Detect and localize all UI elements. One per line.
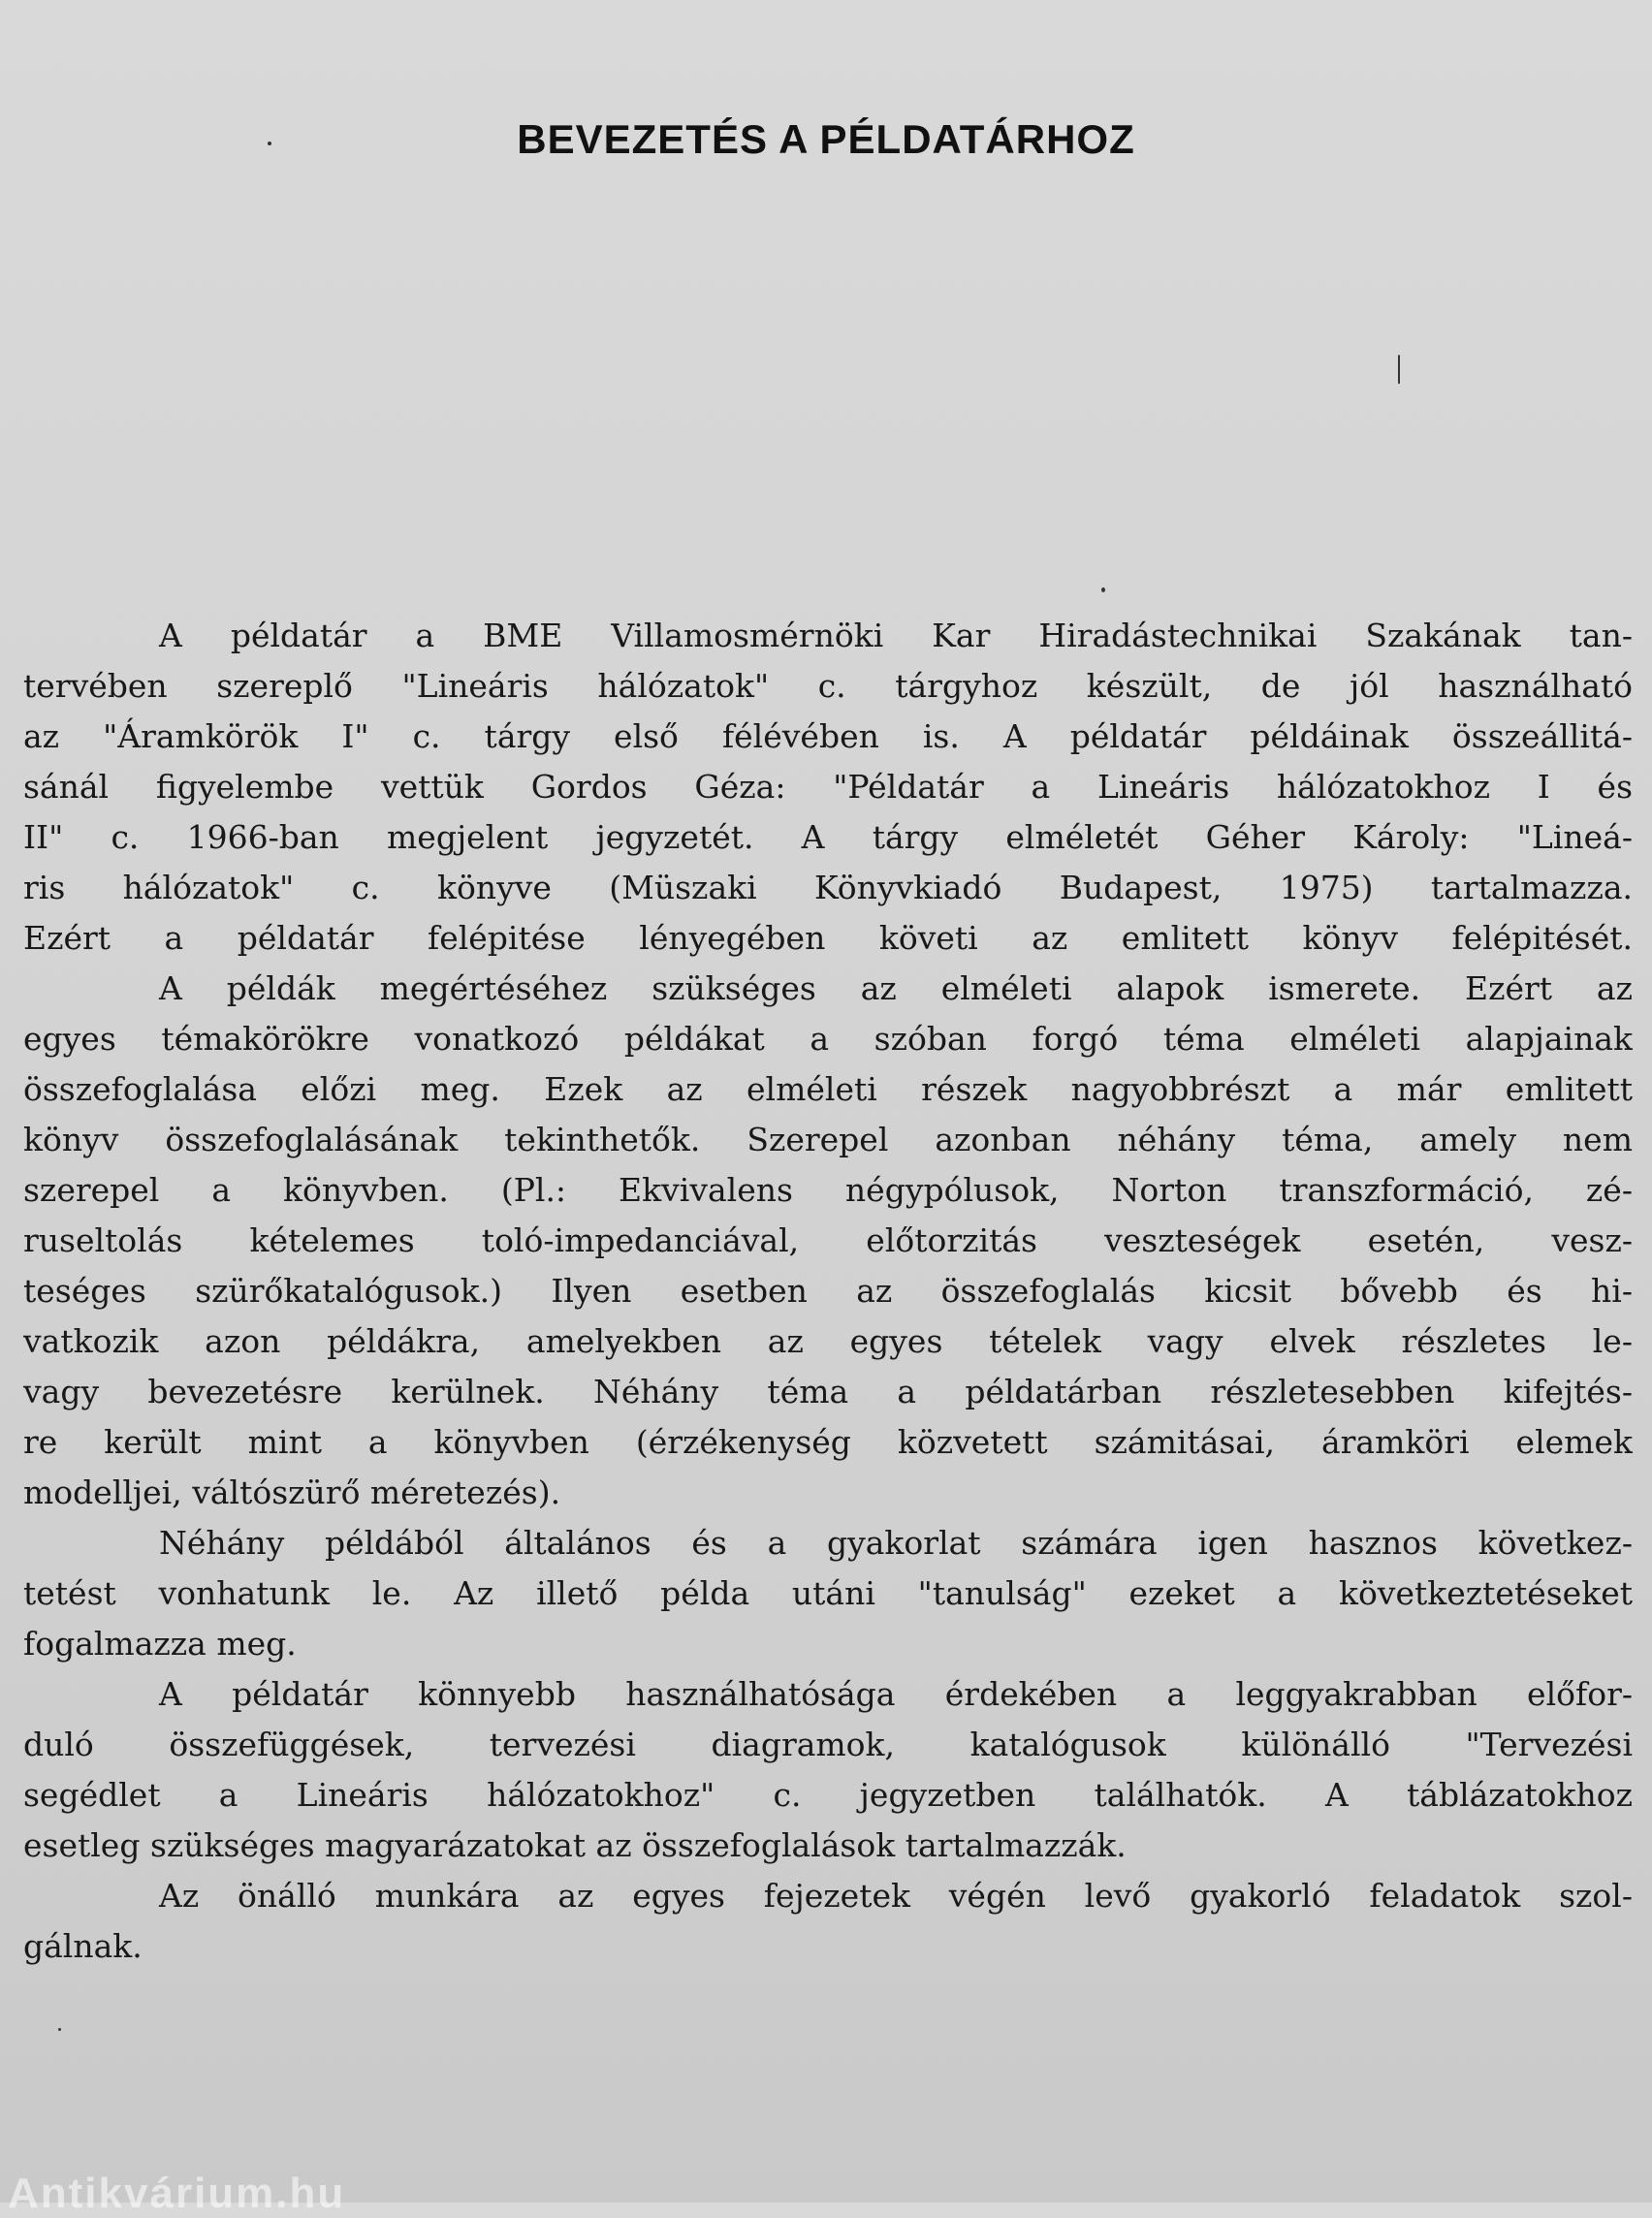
text-line: gálnak. <box>23 1927 143 1965</box>
text-line: modelljei, váltószürő méretezés). <box>23 1473 561 1511</box>
text-line: A példatár a BME Villamosmérnöki Kar Hiradástechnikai Szakának tan- <box>159 617 1633 654</box>
body-text <box>23 611 1633 1972</box>
text-line: vagy bevezetésre kerülnek. Néhány téma a példatárban részletesebben kifejtés- <box>23 1373 1633 1410</box>
text-line: az "Áramkörök I" c. tárgy első félévében is. A példatár példáinak összeállitá- <box>23 717 1633 755</box>
paper-speck <box>1101 587 1105 592</box>
text-line: Az önálló munkára az egyes fejezetek végén levő gyakorló feladatok szol- <box>159 1877 1633 1915</box>
text-line: összefoglalása előzi meg. Ezek az elméleti részek nagyobbrészt a már emlitett <box>23 1070 1633 1108</box>
text-line: könyv összefoglalásának tekinthetők. Szerepel azonban néhány téma, amely nem <box>23 1121 1633 1158</box>
page-title: BEVEZETÉS A PÉLDATÁRHOZ <box>517 116 1135 162</box>
text-line: teséges szürőkatalógusok.) Ilyen esetben az összefoglalás kicsit bővebb és hi- <box>23 1272 1633 1310</box>
text-line: tetést vonhatunk le. Az illető példa utáni "tanulság" ezeket a következtetéseket <box>23 1574 1633 1612</box>
text-line: re került mint a könyvben (érzékenység közvetett számitásai, áramköri elemek <box>23 1423 1633 1461</box>
text-line: Néhány példából általános és a gyakorlat számára igen hasznos következ- <box>159 1524 1633 1562</box>
text-line: duló összefüggések, tervezési diagramok, katalógusok különálló "Tervezési <box>23 1726 1633 1763</box>
text-line: fogalmazza meg. <box>23 1625 297 1663</box>
watermark: Antikvárium.hu <box>8 2170 346 2217</box>
text-line: Ezért a példatár felépitése lényegében követi az emlitett könyv felépitését. <box>23 919 1633 957</box>
text-line: A példatár könnyebb használhatósága érdekében a leggyakrabban előfor- <box>159 1675 1633 1713</box>
text-line: szerepel a könyvben. (Pl.: Ekvivalens négypólusok, Norton transzformáció, zé- <box>23 1171 1633 1209</box>
text-line: ris hálózatok" c. könyve (Müszaki Könyvkiadó Budapest, 1975) tartalmazza. <box>23 869 1633 906</box>
text-line: sánál figyelembe vettük Gordos Géza: "Példatár a Lineáris hálózatokhoz I és <box>23 768 1633 806</box>
text-line: segédlet a Lineáris hálózatokhoz" c. jegyzetben találhatók. A táblázatokhoz <box>23 1776 1633 1814</box>
paper-speck <box>58 2028 61 2031</box>
text-line: II" c. 1966-ban megjelent jegyzetét. A tárgy elméletét Géher Károly: "Lineá- <box>23 818 1633 856</box>
text-line: vatkozik azon példákra, amelyekben az egyes tételek vagy elvek részletes le- <box>23 1322 1633 1360</box>
text-line: ruseltolás kételemes toló-impedanciával, előtorzitás veszteségek esetén, vesz- <box>23 1221 1633 1259</box>
text-line: A példák megértéséhez szükséges az elméleti alapok ismerete. Ezért az <box>159 969 1633 1007</box>
text-line: tervében szereplő "Lineáris hálózatok" c. tárgyhoz készült, de jól használható <box>23 667 1633 705</box>
text-line: esetleg szükséges magyarázatokat az összefoglalások tartalmazzák. <box>23 1826 1127 1864</box>
paper-speck <box>1398 355 1400 384</box>
text-line: egyes témakörökre vonatkozó példákat a szóban forgó téma elméleti alapjainak <box>23 1020 1633 1058</box>
paper-speck <box>268 142 271 145</box>
